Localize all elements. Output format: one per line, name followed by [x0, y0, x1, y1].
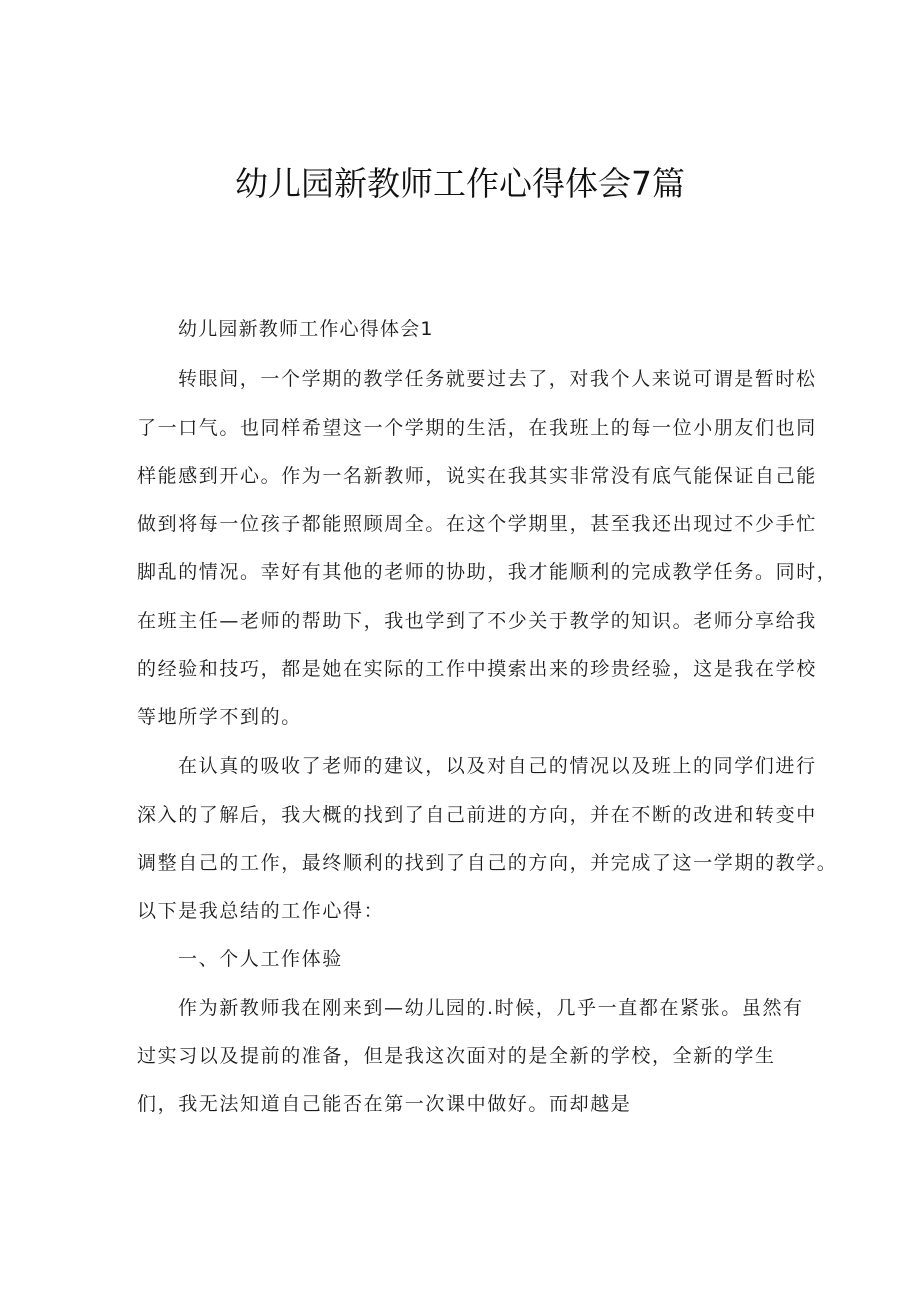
paragraph-line: 过实习以及提前的准备，但是我这次面对的是全新的学校，全新的学生 — [137, 1045, 776, 1067]
paragraph-line: 做到将每一位孩子都能照顾周全。在这个学期里，甚至我还出现过不少手忙 — [137, 513, 817, 535]
paragraph-line: 等地所学不到的。 — [137, 706, 302, 728]
paragraph-line: 作为新教师我在刚来到—幼儿园的.时候，几乎一直都在紧张。虽然有 — [178, 997, 804, 1019]
paragraph-line: 在班主任—老师的帮助下，我也学到了不少关于教学的知识。老师分享给我 — [137, 610, 817, 632]
paragraph-line: 了一口气。也同样希望这一个学期的生活，在我班上的每一位小朋友们也同 — [137, 417, 817, 439]
paragraph-line: 转眼间，一个学期的教学任务就要过去了，对我个人来说可谓是暂时松 — [178, 368, 817, 390]
paragraph-line: 深入的了解后，我大概的找到了自己前进的方向，并在不断的改进和转变中 — [137, 804, 817, 826]
section-heading: 幼儿园新教师工作心得体会1 — [178, 318, 434, 340]
paragraph-line: 样能感到开心。作为一名新教师，说实在我其实非常没有底气能保证自己能 — [137, 465, 817, 487]
paragraph-line: 在认真的吸收了老师的建议，以及对自己的情况以及班上的同学们进行 — [178, 755, 817, 777]
paragraph-line: 调整自己的工作，最终顺利的找到了自己的方向，并完成了这一学期的教学。 — [137, 852, 838, 874]
paragraph-line: 以下是我总结的工作心得： — [137, 900, 385, 922]
subheading: 一、个人工作体验 — [178, 948, 343, 970]
paragraph-line: 们，我无法知道自己能否在第一次课中做好。而却越是 — [137, 1093, 632, 1115]
document-title: 幼儿园新教师工作心得体会7篇 — [235, 164, 685, 203]
paragraph-line: 的经验和技巧，都是她在实际的工作中摸索出来的珍贵经验，这是我在学校 — [137, 658, 817, 680]
paragraph-line: 脚乱的情况。幸好有其他的老师的协助，我才能顺利的完成教学任务。同时， — [137, 561, 838, 583]
